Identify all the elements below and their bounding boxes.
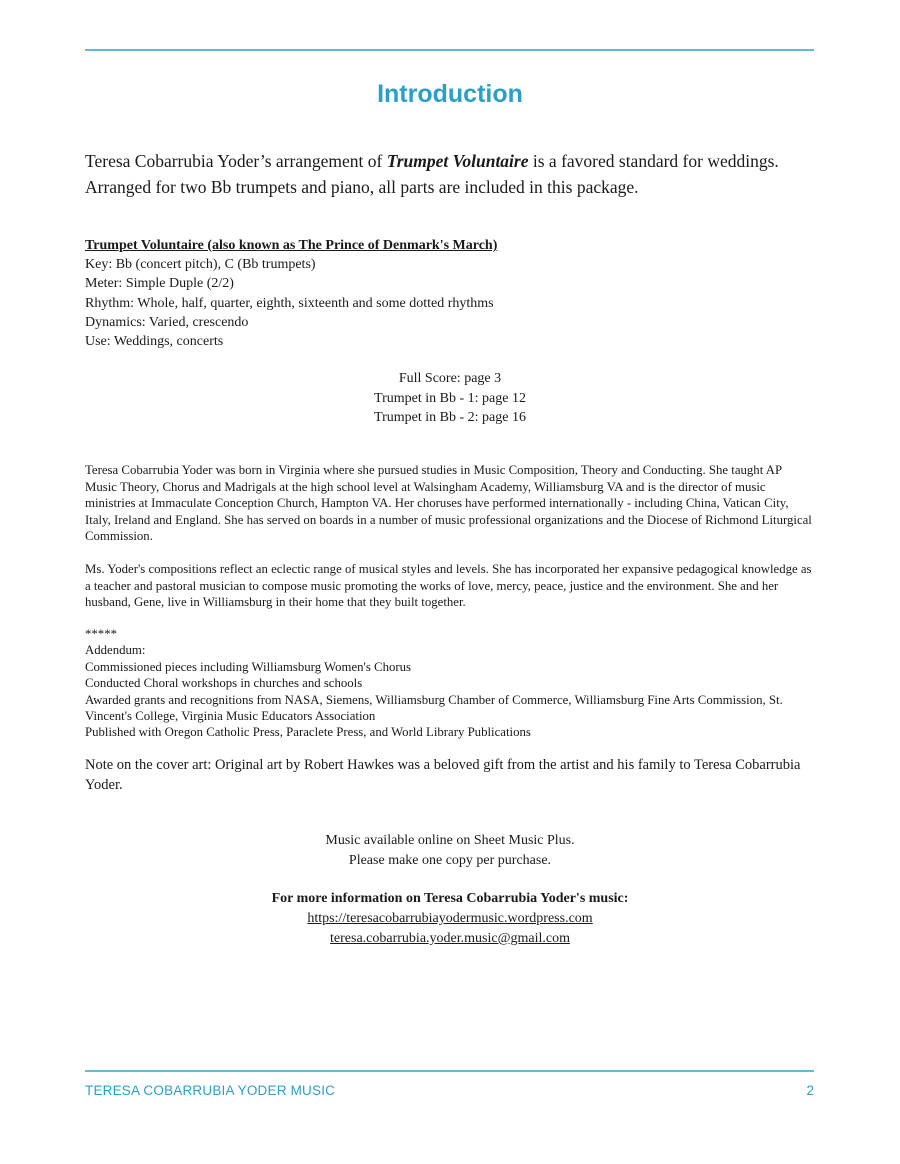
intro-piece-title: Trumpet Voluntaire xyxy=(386,151,529,171)
bio-paragraph: Teresa Cobarrubia Yoder was born in Virginia where she pursued studies in Music Composition, Theory and Conducting. She taught AP Music Theory, Chorus and Madrigals at the high school level at Walsingham Academy, Williamsburg VA and is the director of music ministries at Immaculate Conception Church, Hampton VA. Her choruses have performed internationally - including China, Vatican City, Italy, Ireland and England. She has served on boards in a number of music professional organizations and the Diocese of Richmond Liturgical Commission. xyxy=(85,463,812,544)
availability-line: Music available online on Sheet Music Plus. xyxy=(325,833,575,848)
addendum-label: Addendum: xyxy=(85,643,146,658)
addendum-item: Awarded grants and recognitions from NASA, Siemens, Williamsburg Chamber of Commerce, Williamsburg Fine Arts Commission, St. Vincent's College, Virginia Music Educators Association xyxy=(85,692,783,724)
piece-info-dynamics: Dynamics: Varied, crescendo xyxy=(85,314,249,330)
piece-info-use: Use: Weddings, concerts xyxy=(85,334,224,350)
header-rule xyxy=(85,49,814,51)
availability-line: Please make one copy per purchase. xyxy=(348,852,552,868)
addendum-item: Conducted Choral workshops in churches and schools xyxy=(85,676,363,691)
score-page-item: Trumpet in Bb - 2: page 16 xyxy=(374,410,526,425)
page-number: 2 xyxy=(806,1083,814,1098)
piece-info-heading: Trumpet Voluntaire (also known as The Prince of Denmark's March) xyxy=(85,238,498,253)
piece-info xyxy=(85,236,815,351)
addendum-item: Published with Oregon Catholic Press, Paraclete Press, and World Library Publications xyxy=(85,725,531,740)
more-info-label: For more information on Teresa Cobarrubia Yoder's music: xyxy=(271,891,629,906)
more-info xyxy=(0,889,900,949)
piece-info-rhythm: Rhythm: Whole, half, quarter, eighth, sixteenth and some dotted rhythms xyxy=(85,295,494,311)
page-title: Introduction xyxy=(377,80,523,108)
piece-info-key: Key: Bb (concert pitch), C (Bb trumpets) xyxy=(85,257,316,273)
cover-art-note: Note on the cover art: Original art by Robert Hawkes was a beloved gift from the artist and his family to Teresa Cobarrubia Yoder. xyxy=(85,757,801,793)
intro-paragraph xyxy=(85,148,815,200)
addendum xyxy=(85,626,815,741)
bio-paragraph: Ms. Yoder's compositions reflect an eclectic range of musical styles and levels. She has incorporated her expansive pedagogical knowledge as a teacher and pastoral musician to compose music promoting the works of love, mercy, peace, justice and the environment. She and her husband, Gene, live in Williamsburg in their home that they built together. xyxy=(85,562,812,610)
email-link[interactable]: teresa.cobarrubia.yoder.music@gmail.com xyxy=(330,931,570,946)
website-link[interactable]: https://teresacobarrubiayodermusic.wordpress.com xyxy=(307,911,593,926)
footer-rule xyxy=(85,1070,814,1072)
addendum-separator: ***** xyxy=(85,627,117,641)
intro-text-before: Teresa Cobarrubia Yoder’s arrangement of xyxy=(85,151,387,171)
intro-text-after: is a favored standard for weddings. Arranged for two Bb trumpets and piano, all parts are included in this package. xyxy=(85,151,779,197)
piece-info-meter: Meter: Simple Duple (2/2) xyxy=(85,276,234,292)
score-page-list xyxy=(0,369,900,428)
footer-publisher: TERESA COBARRUBIA YODER MUSIC xyxy=(85,1083,336,1098)
availability-note xyxy=(0,831,900,870)
addendum-item: Commissioned pieces including Williamsburg Women's Chorus xyxy=(85,659,412,674)
score-page-item: Trumpet in Bb - 1: page 12 xyxy=(374,390,526,406)
score-page-item: Full Score: page 3 xyxy=(398,371,502,386)
